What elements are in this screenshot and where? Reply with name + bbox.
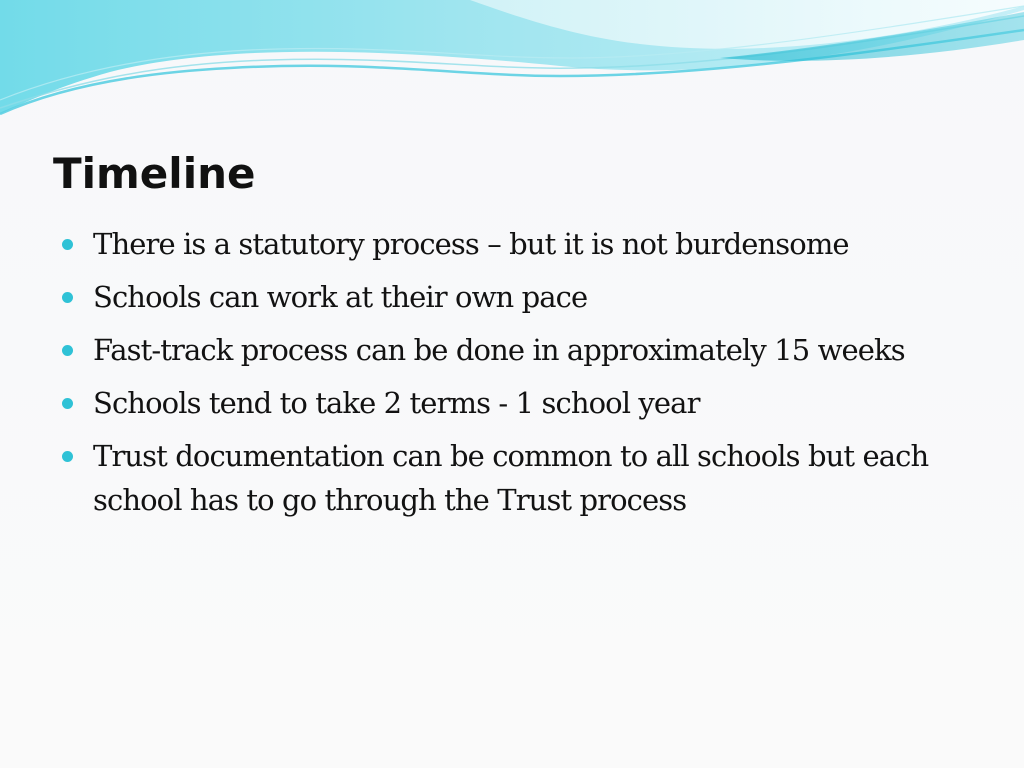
bullet-list (62, 222, 962, 531)
bullet-dot-icon (62, 292, 73, 303)
bullet-text: Schools tend to take 2 terms - 1 school year (93, 386, 700, 420)
bullet-dot-icon (62, 451, 73, 462)
slide-title: Timeline (53, 149, 256, 198)
bullet-dot-icon (62, 398, 73, 409)
bullet-item (62, 328, 962, 372)
bullet-item (62, 381, 962, 425)
bullet-dot-icon (62, 239, 73, 250)
bullet-text: Fast-track process can be done in approximately 15 weeks (93, 333, 905, 367)
bullet-item (62, 434, 962, 522)
decorative-wave-banner (0, 0, 1024, 130)
bullet-text: There is a statutory process – but it is not burdensome (93, 227, 849, 261)
bullet-item (62, 275, 962, 319)
bullet-item (62, 222, 962, 266)
bullet-text: Schools can work at their own pace (93, 280, 588, 314)
bullet-text: Trust documentation can be common to all schools but each school has to go through the Trust process (93, 439, 929, 517)
bullet-dot-icon (62, 345, 73, 356)
